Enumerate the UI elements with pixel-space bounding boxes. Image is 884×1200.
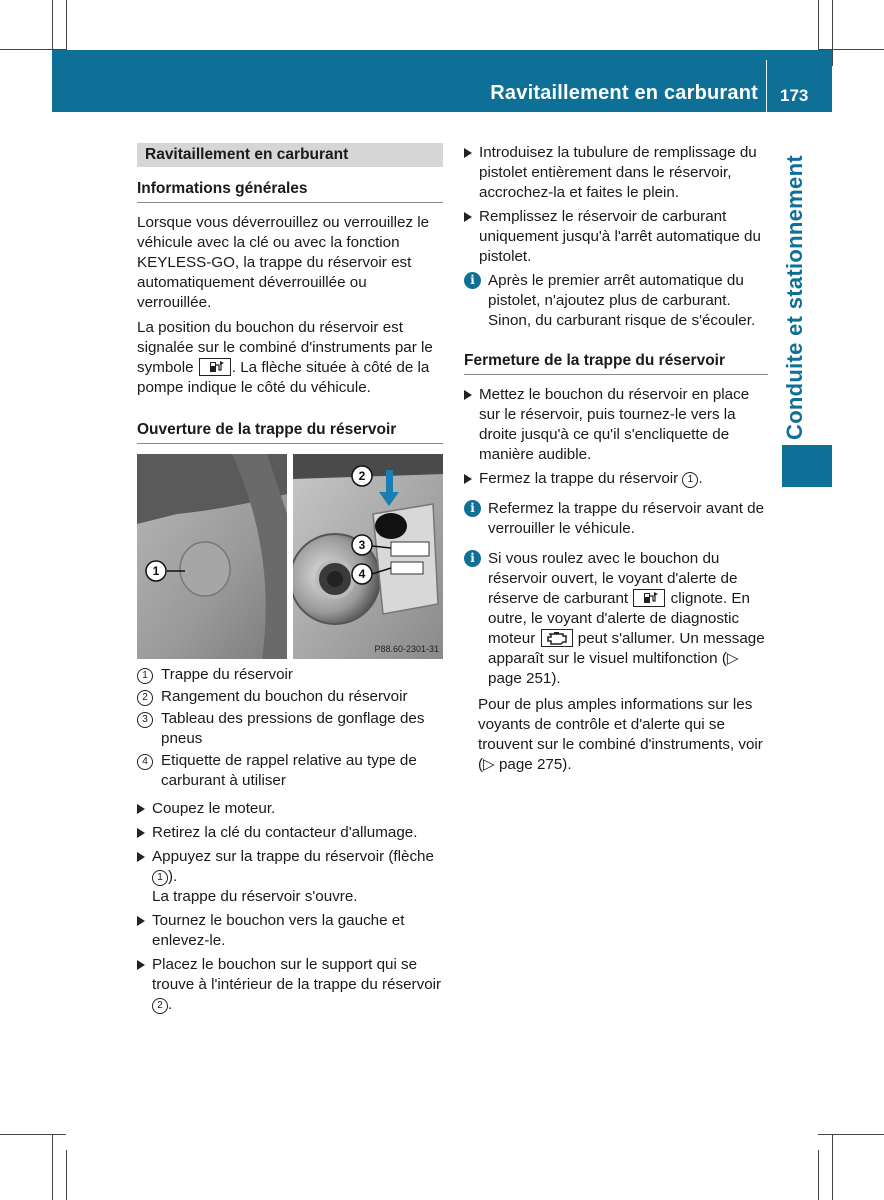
legend-item: [137, 665, 443, 685]
crop-mark: [818, 1150, 819, 1200]
callout-2: 2: [358, 469, 366, 483]
legend-text: Tableau des pressions de gonflage des pneus: [161, 710, 425, 747]
fuel-pump-icon: [633, 589, 665, 607]
step-text: Introduisez la tubulure de remplissage du pistolet entièrement dans le réservoir, accrochez-la et faites le plein.: [479, 144, 757, 201]
info-note: [464, 271, 768, 331]
crop-mark: [832, 0, 833, 66]
step-item: [464, 469, 768, 489]
bullet-arrow-icon: [464, 212, 472, 222]
info-text: Si vous roulez avec le bouchon du réservoir ouvert, le voyant d'alerte de réserve de carburant: [488, 550, 738, 607]
legend-text: Trappe du réservoir: [161, 666, 293, 683]
closing-heading: Fermeture de la trappe du réservoir: [464, 351, 768, 375]
opening-heading: Ouverture de la trappe du réservoir: [137, 420, 443, 444]
bullet-arrow-icon: [464, 390, 472, 400]
header-divider: [766, 60, 767, 112]
info-text: peut s'allumer. Un message apparaît sur le visuel multifonction (▷ page 251).: [488, 630, 765, 687]
engine-check-icon: [541, 629, 573, 647]
info-text: Refermez la trappe du réservoir avant de verrouiller le véhicule.: [488, 500, 765, 537]
legend-item: [137, 709, 443, 749]
info-text: clignote. En outre, le voyant d'alerte de diagnostic moteur: [488, 590, 750, 647]
step-text: Appuyez sur la trappe du réservoir (flèche: [152, 848, 434, 865]
step-text: Fermez la trappe du réservoir: [479, 470, 679, 487]
paragraph-text: Pour de plus amples informations sur les voyants de contrôle et d'alerte qui se trouvent sur le combiné d'instruments, voir (▷ page 275).: [478, 696, 763, 773]
right-column: [464, 143, 768, 775]
info-note: [464, 549, 768, 689]
info-icon: i: [464, 272, 481, 289]
callout-4: 4: [358, 567, 366, 581]
step-text: Placez le bouchon sur le support qui se trouve à l'intérieur de la trappe du réservoir: [152, 956, 442, 993]
side-tab-marker: [782, 445, 832, 487]
callout-3: 3: [358, 538, 366, 552]
paragraph-text: La position du bouchon du réservoir est signalée sur le combiné d'instruments par le symbole: [137, 319, 433, 376]
crop-mark: [818, 1134, 884, 1135]
legend-text: Etiquette de rappel relative au type de carburant à utiliser: [161, 752, 417, 789]
crop-mark: [818, 0, 819, 50]
callout-1: 1: [152, 564, 160, 578]
general-heading: Informations générales: [137, 179, 443, 203]
step-text: .: [168, 996, 173, 1013]
step-result: La trappe du réservoir s'ouvre.: [152, 888, 358, 905]
bullet-arrow-icon: [464, 474, 472, 484]
side-tab-label: Conduite et stationnement: [782, 155, 807, 440]
bullet-arrow-icon: [137, 828, 145, 838]
number-badge: 1: [137, 668, 153, 684]
bullet-arrow-icon: [137, 916, 145, 926]
step-item: [464, 207, 768, 267]
crop-mark: [66, 0, 67, 50]
step-text: Coupez le moteur.: [152, 800, 276, 817]
section-title: Ravitaillement en carburant: [137, 143, 443, 167]
step-text: Mettez le bouchon du réservoir en place sur le réservoir, puis tournez-le vers la droite jusqu'à ce qu'il s'encliquette de manière audible.: [479, 386, 750, 463]
bullet-arrow-icon: [464, 148, 472, 158]
crop-mark: [52, 1134, 53, 1200]
bullet-arrow-icon: [137, 960, 145, 970]
step-text: .: [698, 470, 703, 487]
page-number: 173: [780, 86, 809, 105]
number-badge: 2: [152, 998, 168, 1014]
number-badge: 1: [682, 472, 698, 488]
legend-item: [137, 687, 443, 707]
crop-mark: [66, 1150, 67, 1200]
step-item: [137, 847, 443, 907]
paragraph-text: . La flèche située à côté de la pompe indique le côté du véhicule.: [137, 359, 430, 396]
number-badge: 2: [137, 690, 153, 706]
fuel-pump-icon: [199, 358, 231, 376]
info-icon: i: [464, 500, 481, 517]
legend-item: [137, 751, 443, 791]
step-item: [137, 955, 443, 1015]
step-item: [137, 911, 443, 951]
step-text: Retirez la clé du contacteur d'allumage.: [152, 824, 418, 841]
step-text: Tournez le bouchon vers la gauche et enlevez-le.: [152, 912, 405, 949]
legend-text: Rangement du bouchon du réservoir: [161, 688, 408, 705]
photo-code: P88.60-2301-31: [374, 644, 439, 654]
number-badge: 4: [137, 754, 153, 770]
photos: [137, 454, 443, 659]
page-title: Ravitaillement en carburant: [490, 82, 758, 104]
step-item: [464, 385, 768, 465]
bullet-arrow-icon: [137, 852, 145, 862]
closing-paragraph: [464, 695, 768, 775]
step-item: [137, 799, 443, 819]
fuel-flap-open-photo: [293, 454, 443, 659]
step-text: Remplissez le réservoir de carburant uniquement jusqu'à l'arrêt automatique du pistolet.: [479, 208, 761, 265]
info-text: Après le premier arrêt automatique du pistolet, n'ajoutez plus de carburant. Sinon, du carburant risque de s'écouler.: [488, 272, 756, 329]
step-item: [137, 823, 443, 843]
paragraph: Lorsque vous déverrouillez ou verrouillez le véhicule avec la clé ou avec la fonction KEYLESS-GO, la trappe du réservoir est automatiquement déverrouillée ou verrouillée.: [137, 214, 430, 311]
info-icon: i: [464, 550, 481, 567]
step-item: [464, 143, 768, 203]
paragraph: [137, 318, 443, 398]
bullet-arrow-icon: [137, 804, 145, 814]
number-badge: 1: [152, 870, 168, 886]
number-badge: 3: [137, 712, 153, 728]
fuel-flap-closed-photo: [137, 454, 287, 659]
step-text: ).: [168, 868, 178, 885]
crop-mark: [0, 1134, 66, 1135]
crop-mark: [832, 1134, 833, 1200]
info-note: [464, 499, 768, 539]
left-column: [137, 143, 443, 1019]
